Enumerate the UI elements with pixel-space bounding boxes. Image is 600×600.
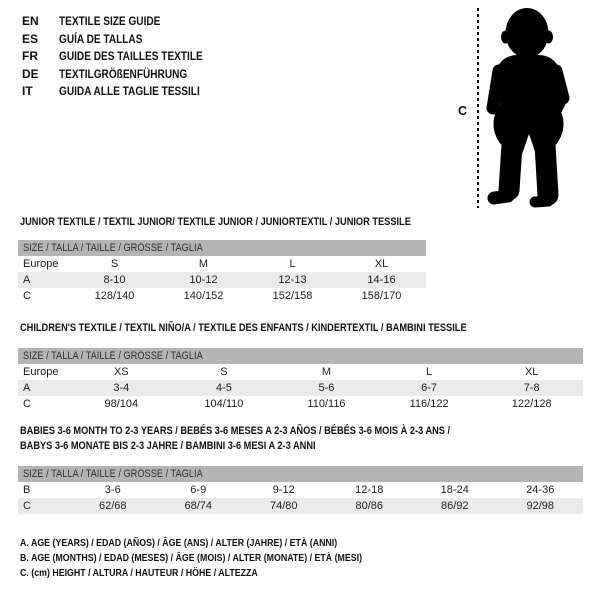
size-cell: 12-13 bbox=[278, 274, 307, 286]
size-cell: 104/110 bbox=[204, 398, 244, 410]
size-cell: 6-7 bbox=[421, 382, 438, 394]
lang-label-fr: GUIDE DES TAILLES TEXTILE bbox=[59, 49, 203, 63]
children-table-title: CHILDREN'S TEXTILE / TEXTIL NIÑO/A / TEXTILE DES ENFANTS / KINDERTEXTIL / BAMBINI TESSILE bbox=[20, 322, 467, 334]
size-cell: M bbox=[321, 366, 332, 378]
size-cell: 92/98 bbox=[526, 500, 555, 512]
size-cell: 80/86 bbox=[355, 500, 384, 512]
size-cell: XL bbox=[524, 366, 539, 378]
footnote-b: B. AGE (MONTHS) / EDAD (MESES) / ÂGE (MOIS) / ALTER (MONATE) / ETÀ (MESI) bbox=[20, 552, 363, 564]
size-cell: 68/74 bbox=[184, 500, 213, 512]
size-cell: 8-10 bbox=[103, 274, 126, 286]
size-cell: 6-9 bbox=[190, 484, 207, 496]
size-cell: 9-12 bbox=[272, 484, 295, 496]
lang-row-de bbox=[22, 66, 230, 84]
lang-row-fr bbox=[22, 48, 230, 66]
size-cell: S bbox=[110, 258, 119, 270]
lang-label-de: TEXTILGRÖßENFÜHRUNG bbox=[59, 66, 188, 81]
size-cell: 152/158 bbox=[272, 290, 313, 302]
size-cell: 12-18 bbox=[355, 484, 384, 496]
babies-table-title: BABIES 3-6 MONTH TO 2-3 YEARS / BEBÉS 3-6 MESES A 2-3 AÑOS / BÉBÉS 3-6 MOIS À 2-3 ANS / BABYS 3-6 MONATE BIS 2-3 JAHRE / BAMBINI 3-6 MESI A 2-3 ANNI bbox=[20, 425, 451, 452]
size-cell: 3-4 bbox=[113, 382, 130, 394]
lang-label-en: TEXTILE SIZE GUIDE bbox=[59, 14, 161, 28]
footnotes bbox=[20, 536, 427, 581]
size-cell: 3-6 bbox=[104, 484, 121, 496]
height-measure-label: C bbox=[458, 104, 468, 118]
size-header-bar: SIZE / TALLA / TAILLE / GRÖSSE / TAGLIA bbox=[18, 466, 583, 482]
size-cell: 158/170 bbox=[361, 290, 402, 302]
size-cell: 18-24 bbox=[440, 484, 469, 496]
table-row-height bbox=[18, 498, 583, 514]
size-cell: 86/92 bbox=[440, 500, 469, 512]
row-label: C bbox=[23, 290, 31, 302]
table-row-age-months bbox=[18, 482, 583, 498]
footnote-c: C. (cm) HEIGHT / ALTURA / HAUTEUR / HÖHE / ALTEZZA bbox=[20, 567, 258, 579]
size-cell: 10-12 bbox=[189, 274, 218, 286]
row-label: Europe bbox=[23, 258, 59, 270]
table-row-height bbox=[18, 288, 426, 304]
size-cell: 4-5 bbox=[215, 382, 232, 394]
size-cell: 7-8 bbox=[523, 382, 540, 394]
lang-row-es bbox=[22, 31, 230, 49]
size-cell: XL bbox=[374, 258, 389, 270]
size-cell: 110/116 bbox=[307, 398, 346, 410]
size-cell: L bbox=[426, 366, 433, 378]
lang-code-en: EN bbox=[22, 14, 39, 28]
lang-label-es: GUÍA DE TALLAS bbox=[59, 31, 143, 46]
row-label: C bbox=[23, 500, 31, 512]
row-label: A bbox=[23, 382, 31, 394]
size-cell: 62/68 bbox=[98, 500, 127, 512]
size-header-bar: SIZE / TALLA / TAILLE / GRÖSSE / TAGLIA bbox=[18, 240, 426, 256]
size-cell: 24-36 bbox=[526, 484, 555, 496]
language-title-block bbox=[22, 13, 230, 101]
size-cell: 122/128 bbox=[511, 398, 552, 410]
children-size-table bbox=[18, 348, 583, 412]
height-measure-dotted-line bbox=[477, 8, 479, 208]
size-cell: M bbox=[198, 258, 209, 270]
size-cell: 74/80 bbox=[269, 500, 298, 512]
lang-label-it: GUIDA ALLE TAGLIE TESSILI bbox=[59, 84, 200, 98]
size-cell: S bbox=[220, 366, 228, 378]
lang-code-it: IT bbox=[22, 84, 33, 98]
size-cell: 116/122 bbox=[409, 398, 449, 410]
size-cell: XS bbox=[113, 366, 129, 378]
babies-size-table bbox=[18, 466, 583, 514]
lang-code-fr: FR bbox=[22, 49, 38, 63]
table-row-europe bbox=[18, 364, 583, 380]
lang-code-es: ES bbox=[22, 31, 39, 46]
lang-row-it bbox=[22, 83, 230, 101]
size-cell: 128/140 bbox=[94, 290, 135, 302]
row-label: Europe bbox=[23, 366, 59, 378]
table-row-europe bbox=[18, 256, 426, 272]
junior-size-table bbox=[18, 240, 426, 304]
lang-row-en bbox=[22, 13, 230, 31]
table-row-age bbox=[18, 380, 583, 396]
lang-code-de: DE bbox=[22, 66, 39, 81]
size-header-bar: SIZE / TALLA / TAILLE / GRÖSSE / TAGLIA bbox=[18, 348, 583, 364]
size-cell: 98/104 bbox=[104, 398, 139, 410]
table-row-age bbox=[18, 272, 426, 288]
table-row-height bbox=[18, 396, 583, 412]
row-label: B bbox=[23, 484, 31, 496]
junior-table-title: JUNIOR TEXTILE / TEXTIL JUNIOR/ TEXTILE JUNIOR / JUNIORTEXTIL / JUNIOR TESSILE bbox=[20, 216, 411, 228]
baby-silhouette-icon bbox=[486, 5, 598, 211]
size-cell: L bbox=[289, 258, 296, 270]
size-cell: 5-6 bbox=[318, 382, 335, 394]
row-label: C bbox=[23, 398, 31, 410]
size-cell: 14-16 bbox=[367, 274, 396, 286]
footnote-a: A. AGE (YEARS) / EDAD (AÑOS) / ÂGE (ANS) / ALTER (JAHRE) / ETÀ (ANNI) bbox=[20, 537, 338, 549]
size-cell: 140/152 bbox=[183, 290, 224, 302]
row-label: A bbox=[23, 274, 31, 286]
